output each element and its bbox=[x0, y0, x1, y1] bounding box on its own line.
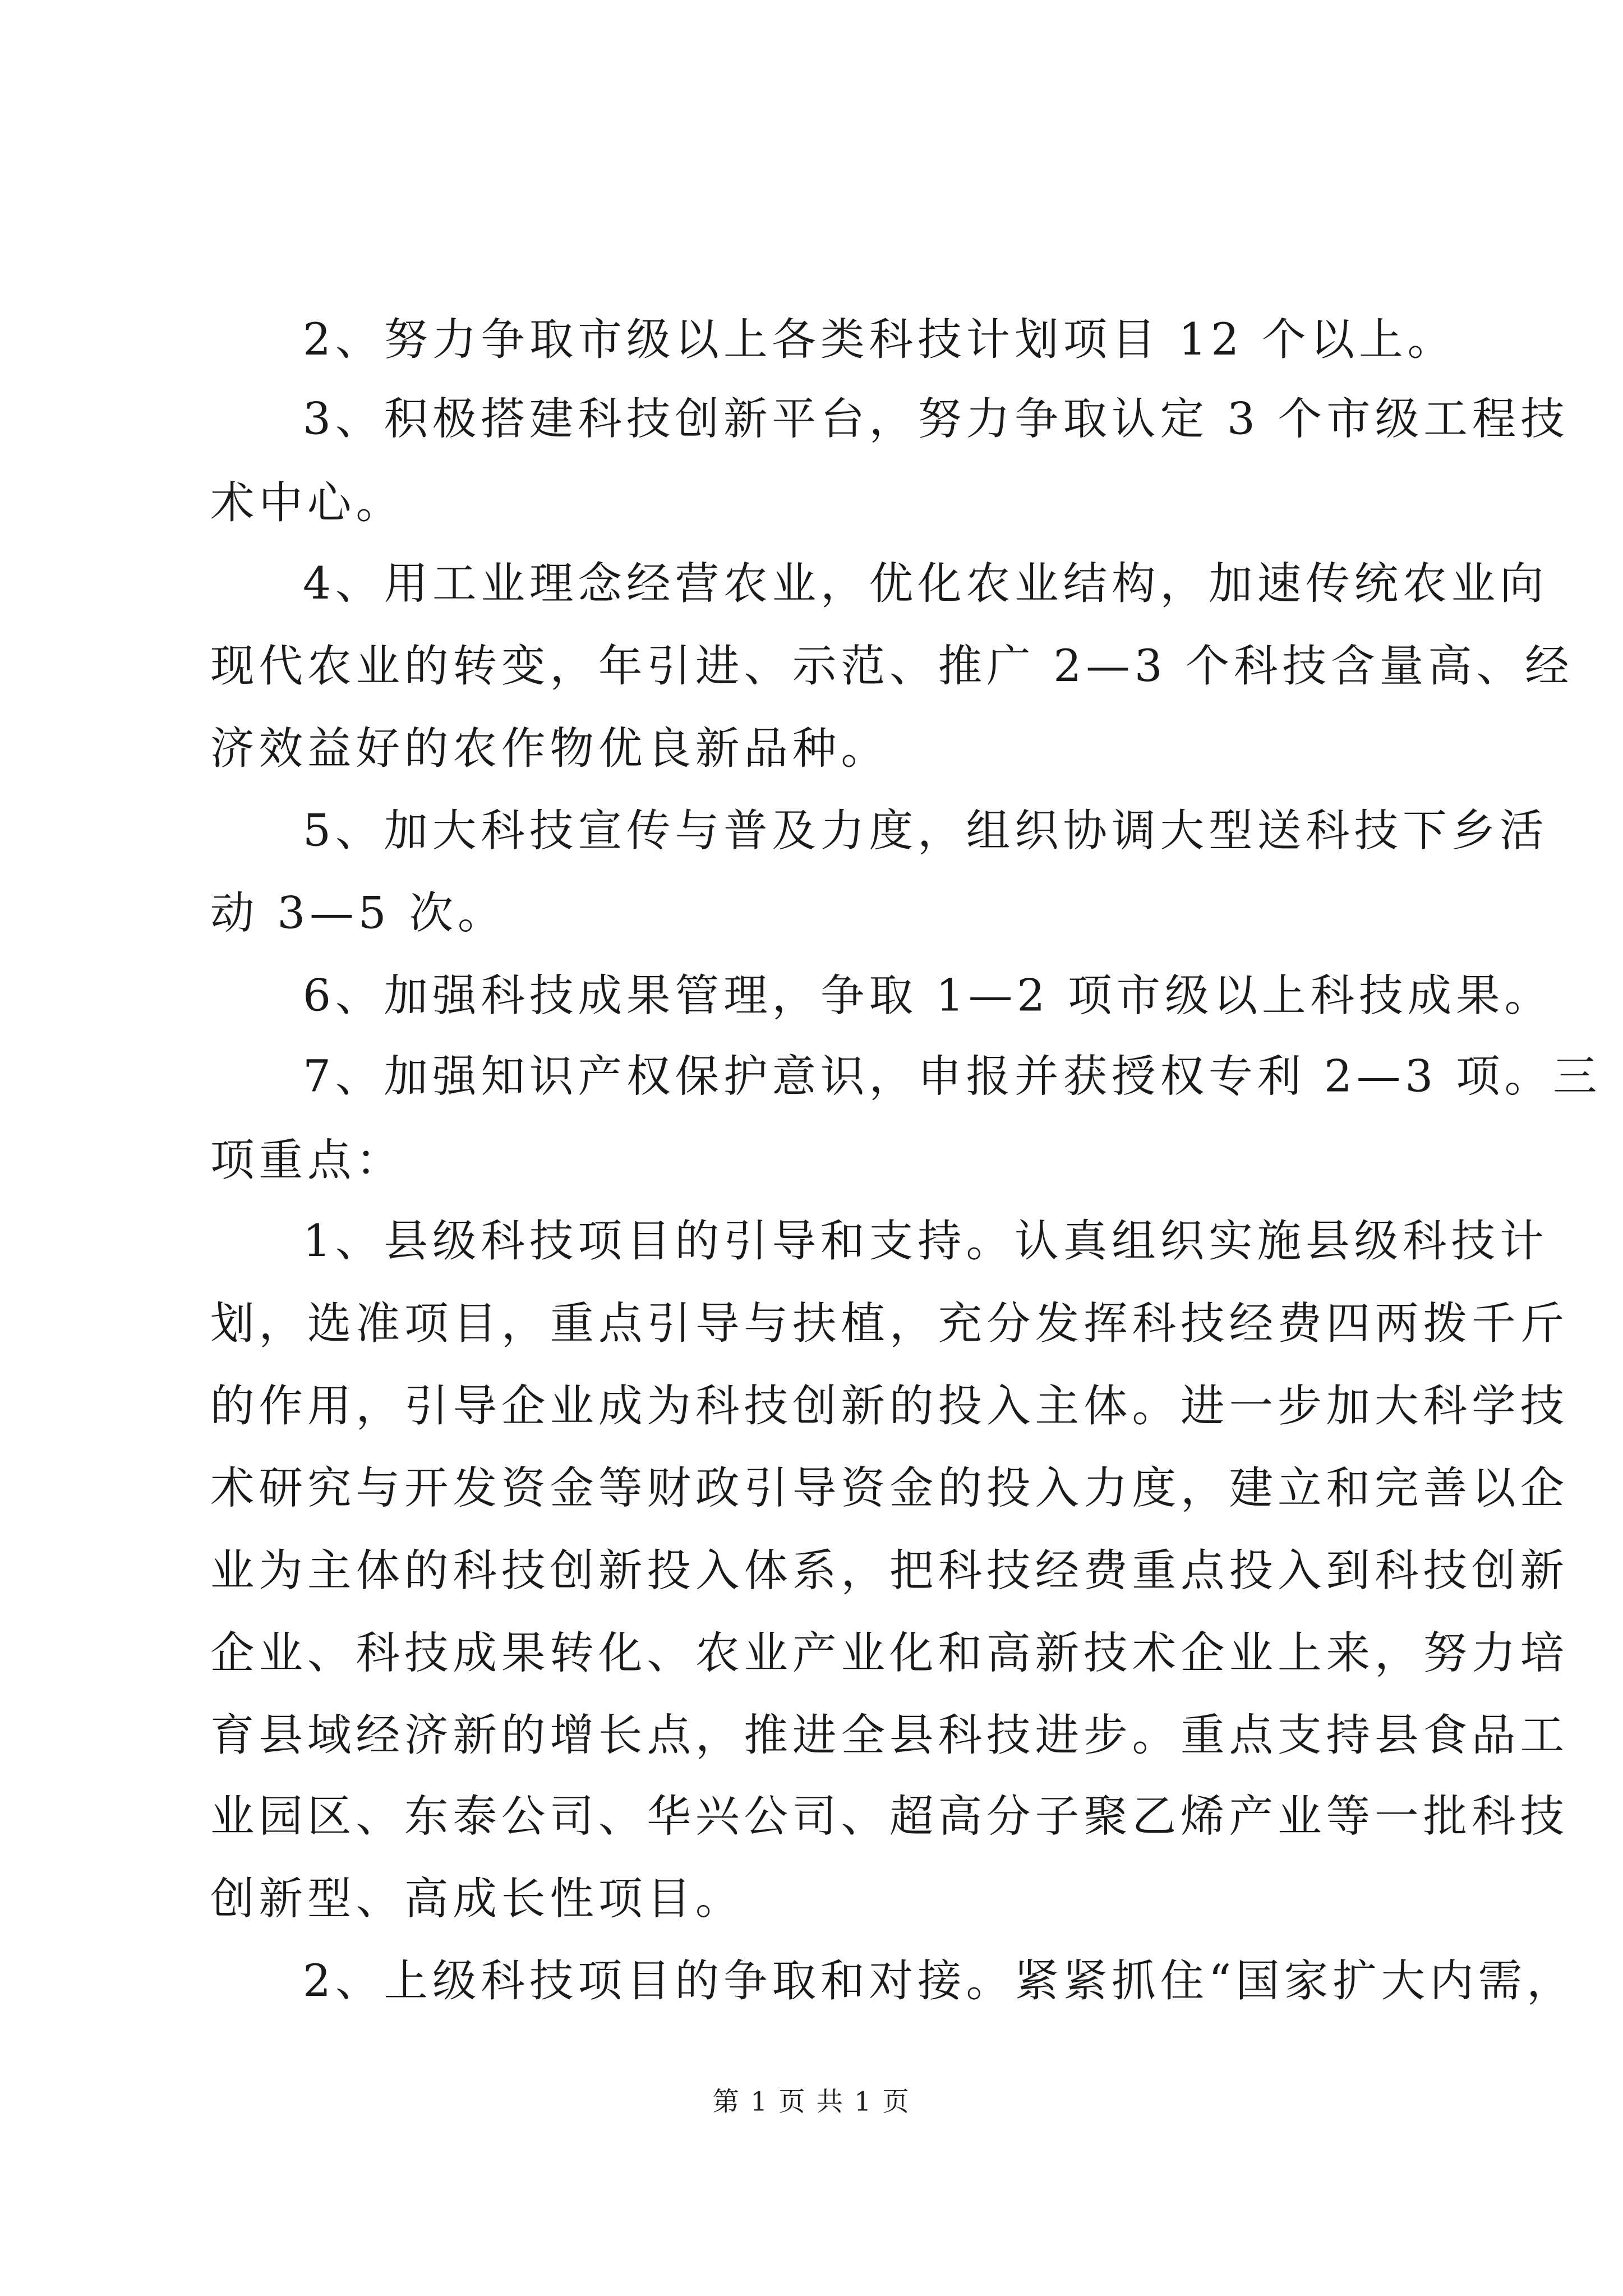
text-line: 5、加大科技宣传与普及力度，组织协调大型送科技下乡活 bbox=[303, 806, 1548, 858]
text-line: 的作用，引导企业成为科技创新的投入主体。进一步加大科学技 bbox=[210, 1381, 1569, 1433]
text-line: 6、加强科技成果管理，争取 1—2 项市级以上科技成果。 bbox=[303, 970, 1553, 1023]
text-line: 业园区、东泰公司、华兴公司、超高分子聚乙烯产业等一批科技 bbox=[210, 1791, 1569, 1843]
text-line: 术研究与开发资金等财政引导资金的投入力度，建立和完善以企 bbox=[210, 1463, 1569, 1515]
text-line: 3、积极搭建科技创新平台，努力争取认定 3 个市级工程技 bbox=[303, 394, 1569, 446]
text-line: 2、上级科技项目的争取和对接。紧紧抓住“国家扩大内需， bbox=[303, 1956, 1575, 2008]
text-line: 动 3—5 次。 bbox=[210, 888, 506, 940]
text-line: 企业、科技成果转化、农业产业化和高新技术企业上来，努力培 bbox=[210, 1628, 1569, 1680]
text-line: 术中心。 bbox=[210, 478, 404, 530]
text-line: 现代农业的转变，年引进、示范、推广 2—3 个科技含量高、经 bbox=[210, 641, 1574, 693]
page-footer: 第 1 页 共 1 页 bbox=[712, 2087, 911, 2118]
text-line: 项重点： bbox=[210, 1135, 404, 1187]
text-line: 划，选准项目，重点引导与扶植，充分发挥科技经费四两拨千斤 bbox=[210, 1299, 1569, 1351]
text-line: 育县域经济新的增长点，推进全县科技进步。重点支持县食品工 bbox=[210, 1710, 1569, 1763]
text-line: 济效益好的农作物优良新品种。 bbox=[210, 724, 889, 775]
text-line: 7、加强知识产权保护意识，申报并获授权专利 2—3 项。三 bbox=[303, 1051, 1602, 1103]
text-line: 业为主体的科技创新投入体系，把科技经费重点投入到科技创新 bbox=[210, 1545, 1569, 1598]
text-line: 创新型、高成长性项目。 bbox=[210, 1874, 744, 1926]
text-line: 1、县级科技项目的引导和支持。认真组织实施县级科技计 bbox=[303, 1216, 1548, 1268]
text-line: 2、努力争取市级以上各类科技计划项目 12 个以上。 bbox=[303, 315, 1456, 366]
text-line: 4、用工业理念经营农业，优化农业结构，加速传统农业向 bbox=[303, 559, 1548, 611]
